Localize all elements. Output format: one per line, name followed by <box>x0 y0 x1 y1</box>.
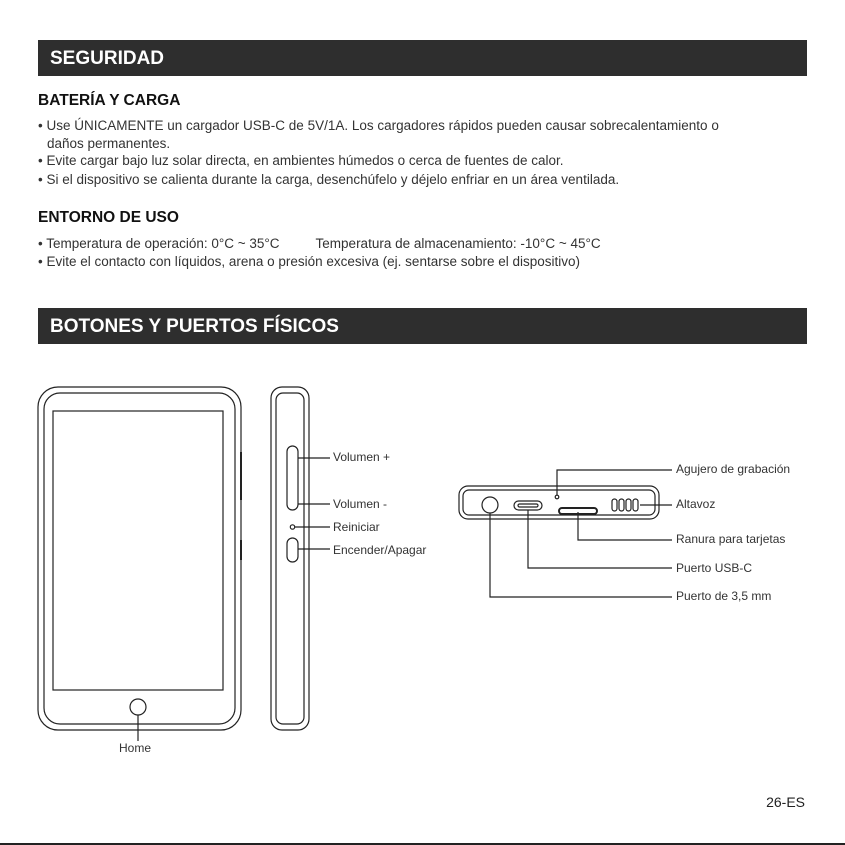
label-usb-c: Puerto USB-C <box>676 561 753 575</box>
device-side-inner <box>276 393 304 724</box>
battery-heading: BATERÍA Y CARGA <box>38 92 181 109</box>
env-bullet-1: • Temperatura de operación: 0°C ~ 35°C Temperatura de almacenamiento: -10°C ~ 45°C <box>38 236 601 251</box>
device-screen <box>53 411 223 690</box>
speaker-icon <box>612 499 617 511</box>
label-card-slot: Ranura para tarjetas <box>676 532 786 546</box>
battery-bullet-3: • Si el dispositivo se calienta durante la carga, desenchúfelo y déjelo enfriar en un área ventilada. <box>38 172 620 187</box>
volume-rocker-icon <box>287 446 298 510</box>
device-front-outer <box>38 387 241 730</box>
device-front-inner <box>44 393 235 724</box>
device-side-outer <box>271 387 309 730</box>
section-title-safety: SEGURIDAD <box>38 40 807 76</box>
device-bottom-outer <box>459 486 659 519</box>
battery-bullet-1: • Use ÚNICAMENTE un cargador USB-C de 5V/1A. Los cargadores rápidos pueden causar sobrecalentamiento o <box>38 118 719 133</box>
reset-hole-icon <box>290 525 294 529</box>
label-mic-hole: Agujero de grabación <box>676 462 791 476</box>
label-speaker: Altavoz <box>676 497 716 511</box>
home-button-icon <box>130 699 146 715</box>
label-volume-down: Volumen - <box>333 497 388 511</box>
section-title-buttons: BOTONES Y PUERTOS FÍSICOS <box>38 308 807 344</box>
audio-jack-icon <box>482 497 498 513</box>
label-power: Encender/Apagar <box>333 543 427 557</box>
battery-bullet-1-cont: daños permanentes. <box>47 136 171 151</box>
power-button-icon <box>287 538 298 562</box>
label-home: Home <box>119 741 152 755</box>
environment-heading: ENTORNO DE USO <box>38 209 179 226</box>
label-jack: Puerto de 3,5 mm <box>676 589 772 603</box>
mic-hole-icon <box>555 495 559 499</box>
label-reset: Reiniciar <box>333 520 380 534</box>
label-volume-up: Volumen + <box>333 450 391 464</box>
page-number: 26-ES <box>766 794 805 810</box>
env-bullet-2: • Evite el contacto con líquidos, arena o presión excesiva (ej. sentarse sobre el dispositivo) <box>38 254 581 269</box>
battery-bullet-2: • Evite cargar bajo luz solar directa, en ambientes húmedos o cerca de fuentes de calor. <box>38 153 564 168</box>
